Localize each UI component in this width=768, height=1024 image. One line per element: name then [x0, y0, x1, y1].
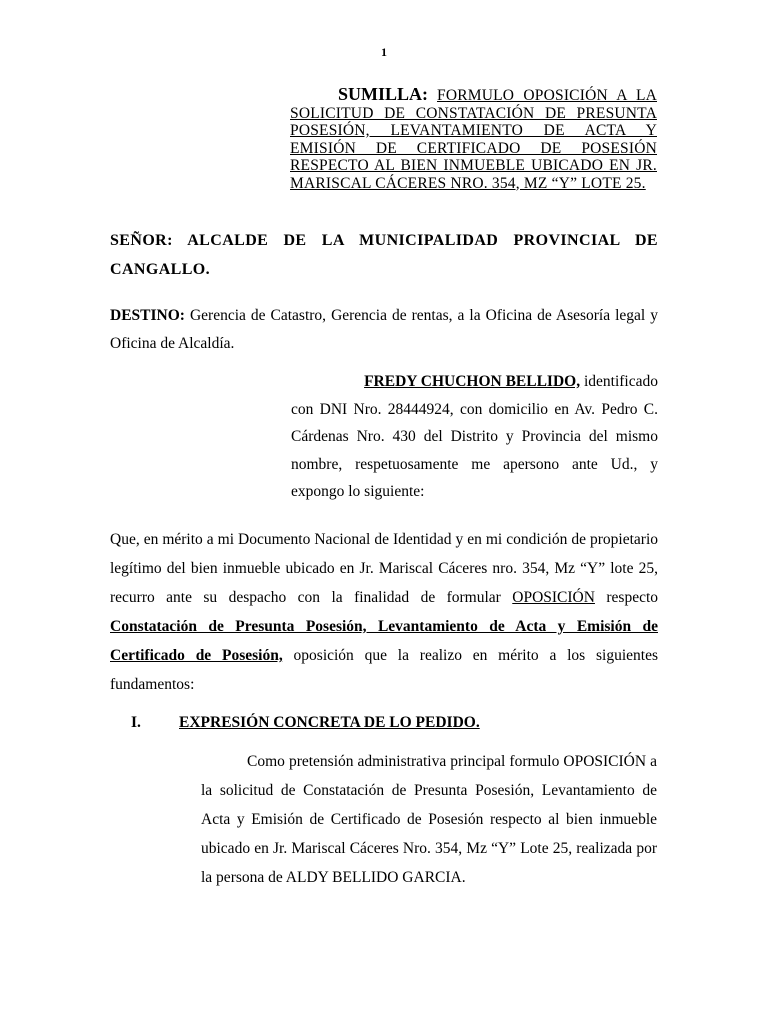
addressee-heading: SEÑOR: ALCALDE DE LA MUNICIPALIDAD PROVINCIAL DE CANGALLO. [110, 232, 658, 278]
destino-label: DESTINO: [110, 307, 185, 324]
applicant-name: FREDY CHUCHON BELLIDO, [364, 373, 581, 390]
applicant-first-line [291, 368, 658, 396]
section-title: EXPRESIÓN CONCRETA DE LO PEDIDO. [179, 714, 480, 731]
section-paragraph [201, 747, 657, 892]
intro-paragraph [110, 525, 658, 699]
intro-subject: Constatación de Presunta Posesión, Levantamiento de Acta y Emisión de Certificado de Posesión, [110, 618, 658, 664]
page-number: 1 [381, 45, 387, 59]
intro-oposicion: OPOSICIÓN [512, 589, 595, 606]
section-number: I. [131, 714, 141, 731]
destino-paragraph [110, 302, 658, 358]
intro-part1: Que, en mérito a mi Documento Nacional de Identidad y en mi condición de propietario legítimo del bien inmueble ubicado en Jr. Mariscal Cáceres nro. 354, Mz “Y” lote 25, recurro ante su despacho con la finalidad de formular [110, 531, 658, 606]
section-text: Como pretensión administrativa principal formulo OPOSICIÓN a la solicitud de Constatación de Presunta Posesión, Levantamiento de Acta y Emisión de Certificado de Posesión respecto al bien inmueble ubicado en Jr. Mariscal Cáceres Nro. 354, Mz “Y” Lote 25, realizada por la persona de ALDY BELLIDO GARCIA. [201, 753, 657, 886]
sumilla-label: SUMILLA: [338, 84, 429, 104]
destino-text: Gerencia de Catastro, Gerencia de rentas, a la Oficina de Asesoría legal y Oficina de Alcaldía. [110, 307, 658, 352]
applicant-first-line-rest: identificado [583, 373, 658, 390]
intro-part2: respecto [606, 589, 659, 606]
section-heading [131, 714, 480, 732]
intro-part3: oposición que la realizo en mérito a los siguientes fundamentos: [110, 647, 659, 693]
applicant-text: con DNI Nro. 28444924, con domicilio en Av. Pedro C. Cárdenas Nro. 430 del Distrito y Provincia del mismo nombre, respetuosamente me apersono ante Ud., y expongo lo siguiente: [291, 400, 658, 500]
applicant-paragraph [291, 368, 658, 506]
sumilla-block [290, 86, 657, 192]
sumilla-text: FORMULO OPOSICIÓN A LA SOLICITUD DE CONSTATACIÓN DE PRESUNTA POSESIÓN, LEVANTAMIENTO DE ACTA Y EMISIÓN DE CERTIFICADO DE POSESIÓN RESPECTO AL BIEN INMUEBLE UBICADO EN JR. MARISCAL CÁCERES NRO. 354, MZ “Y” LOTE 25. [290, 87, 658, 192]
